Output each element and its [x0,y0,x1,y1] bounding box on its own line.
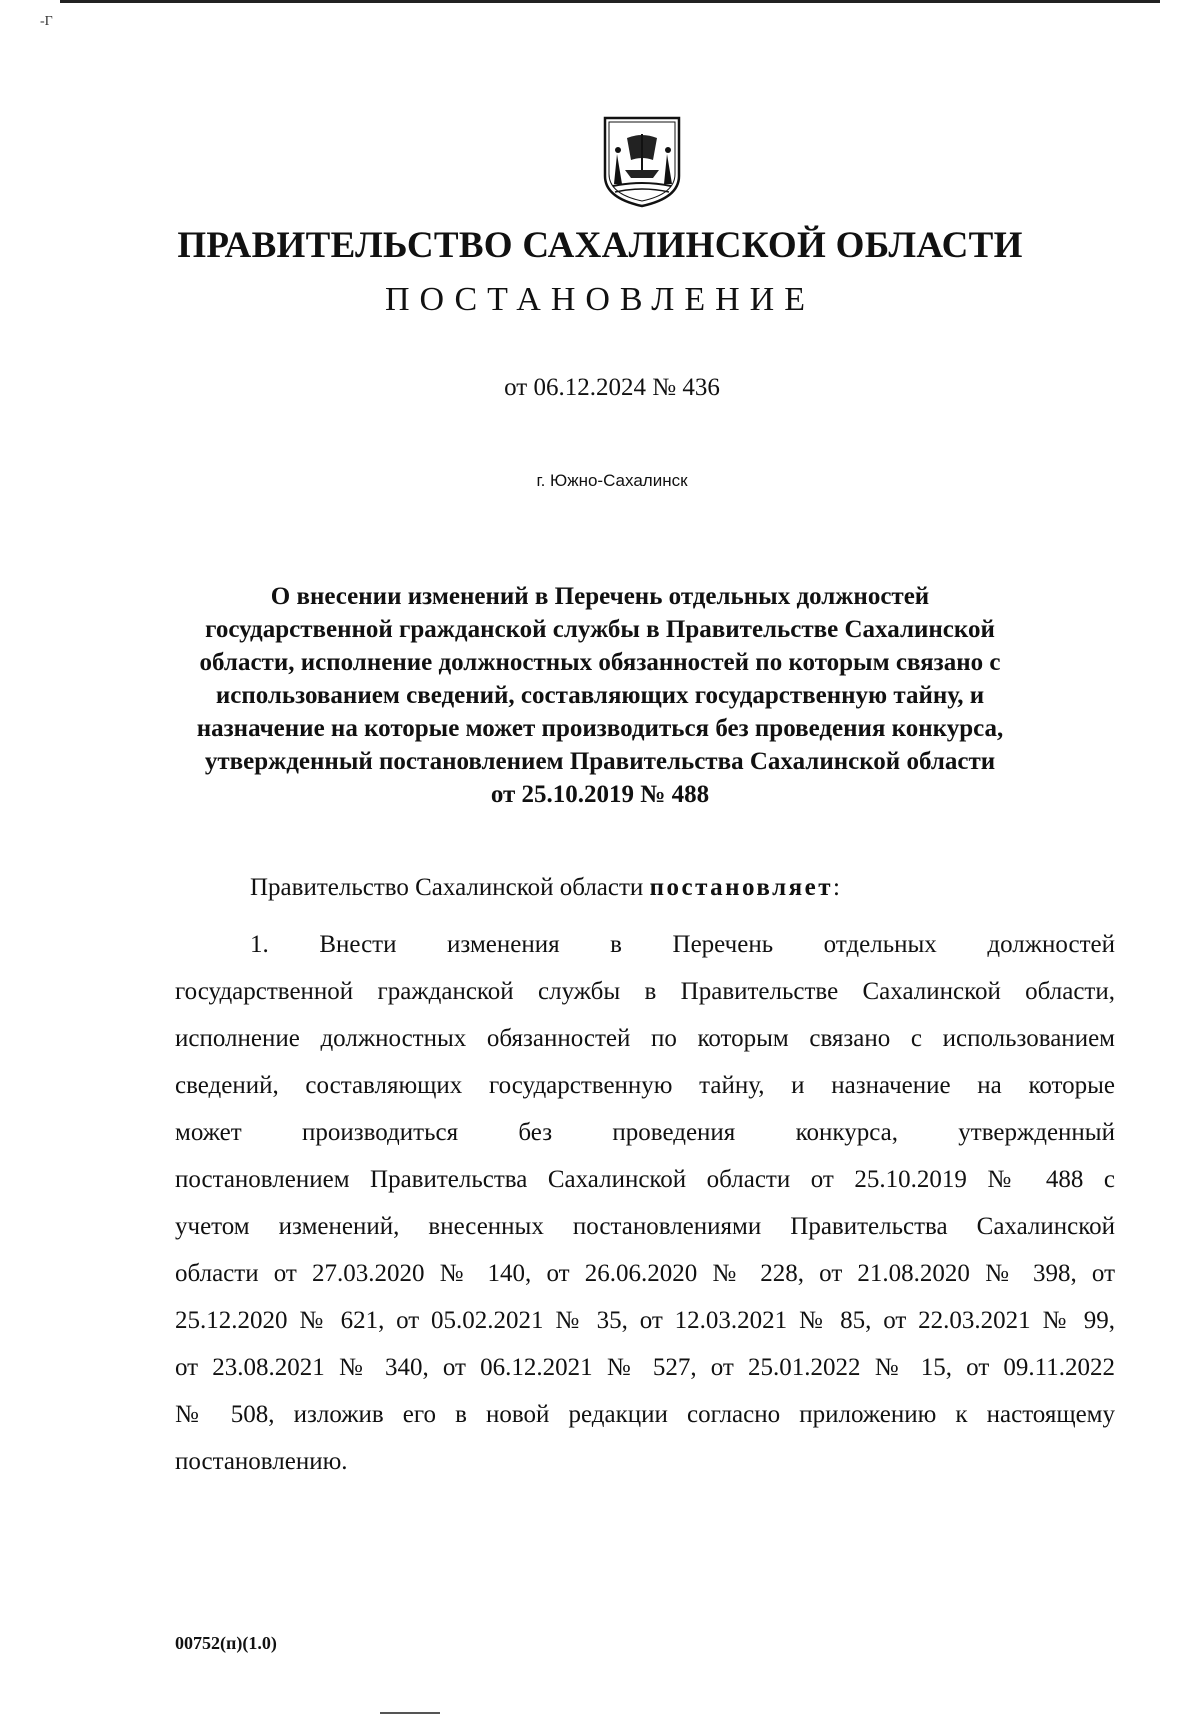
scan-top-edge [60,0,1160,3]
paragraph-line: от 23.08.2021 № 340, от 06.12.2021 № 527, от 25.01.2022 № 15, от 09.11.2022 [175,1354,1115,1381]
title-line: области, исполнение должностных обязанностей по которым связано с [199,649,1001,676]
paragraph-line: может производиться без проведения конкурса, утвержденный [175,1119,1115,1146]
corner-mark: -Г [40,14,53,29]
paragraph-line: учетом изменений, внесенных постановлениями Правительства Сахалинской [175,1213,1115,1240]
paragraph-1 [175,921,1115,1485]
document-title [160,580,1040,811]
document-type: ПОСТАНОВЛЕНИЕ [384,281,816,318]
title-line: назначение на которые может производиться без проведения конкурса, [196,715,1004,742]
document-date-number: от 06.12.2024 № 436 [504,374,720,401]
paragraph-line: 1. Внести изменения в Перечень отдельных должностей [250,931,1115,958]
paragraph-line: № 508, изложив его в новой редакции согласно приложению к настоящему [175,1401,1115,1428]
organization-heading: ПРАВИТЕЛЬСТВО САХАЛИНСКОЙ ОБЛАСТИ [177,225,1023,266]
title-line: государственной гражданской службы в Правительстве Сахалинской [205,616,995,643]
paragraph-line: постановлением Правительства Сахалинской области от 25.10.2019 № 488 с [175,1166,1115,1193]
preamble-suffix: : [833,874,840,901]
title-line: О внесении изменений в Перечень отдельных должностей [270,583,930,610]
preamble-text: Правительство Сахалинской области [250,874,650,901]
coat-of-arms-icon [601,114,683,208]
document-id: 00752(п)(1.0) [175,1633,277,1653]
document-city: г. Южно-Сахалинск [536,471,688,490]
title-line: утвержденный постановлением Правительства Сахалинской области [204,748,996,775]
preamble [250,874,840,902]
title-line: от 25.10.2019 № 488 [490,781,710,808]
paragraph-line: государственной гражданской службы в Правительстве Сахалинской области, [175,978,1115,1005]
paragraph-line: 25.12.2020 № 621, от 05.02.2021 № 35, от 12.03.2021 № 85, от 22.03.2021 № 99, [175,1307,1115,1334]
paragraph-line: области от 27.03.2020 № 140, от 26.06.2020 № 228, от 21.08.2020 № 398, от [175,1260,1115,1287]
paragraph-line: исполнение должностных обязанностей по которым связано с использованием [175,1025,1115,1052]
title-line: использованием сведений, составляющих государственную тайну, и [215,682,985,709]
paragraph-line: постановлению. [175,1448,348,1475]
preamble-emphasis: постановляет [649,874,834,901]
scan-bottom-mark [380,1712,440,1714]
paragraph-line: сведений, составляющих государственную тайну, и назначение на которые [175,1072,1115,1099]
